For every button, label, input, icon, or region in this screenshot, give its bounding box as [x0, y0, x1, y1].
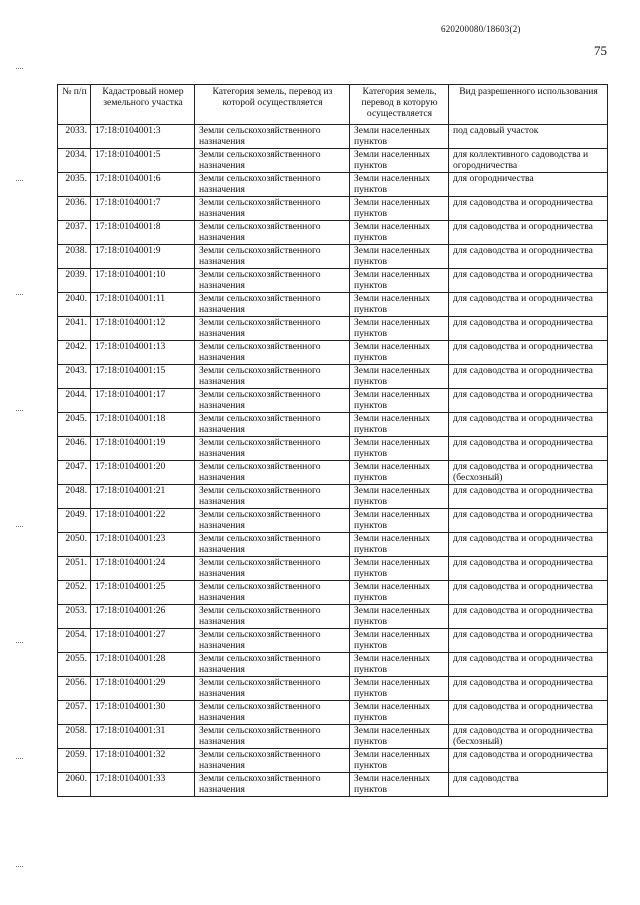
permitted-use-cell: для садоводства и огородничества — [449, 341, 608, 365]
table-row — [58, 221, 608, 245]
category-to-cell: Земли населенных пунктов — [350, 413, 449, 437]
category-to-cell: Земли населенных пунктов — [350, 605, 449, 629]
header-cadastral-number: Кадастровый номер земельного участка — [91, 85, 195, 125]
permitted-use-cell: для огородничества — [449, 173, 608, 197]
header-category-from: Категория земель, перевод из которой осуществляется — [195, 85, 350, 125]
cadastral-number-cell: 17:18:0104001:25 — [91, 581, 195, 605]
category-to-cell: Земли населенных пунктов — [350, 461, 449, 485]
category-from-cell: Земли сельскохозяйственного назначения — [195, 173, 350, 197]
table-row — [58, 389, 608, 413]
table-row — [58, 413, 608, 437]
category-from-cell: Земли сельскохозяйственного назначения — [195, 365, 350, 389]
permitted-use-cell: для садоводства и огородничества — [449, 485, 608, 509]
permitted-use-cell: для садоводства и огородничества — [449, 677, 608, 701]
permitted-use-cell: для садоводства — [449, 773, 608, 797]
permitted-use-cell: для садоводства и огородничества — [449, 509, 608, 533]
category-from-cell: Земли сельскохозяйственного назначения — [195, 293, 350, 317]
permitted-use-cell: для садоводства и огородничества — [449, 749, 608, 773]
category-from-cell: Земли сельскохозяйственного назначения — [195, 749, 350, 773]
cadastral-number-cell: 17:18:0104001:21 — [91, 485, 195, 509]
document-id: 620200080/18603(2) — [441, 24, 521, 34]
category-to-cell: Земли населенных пунктов — [350, 149, 449, 173]
category-to-cell: Земли населенных пунктов — [350, 365, 449, 389]
category-to-cell: Земли населенных пунктов — [350, 485, 449, 509]
cadastral-number-cell: 17:18:0104001:18 — [91, 413, 195, 437]
cadastral-number-cell: 17:18:0104001:24 — [91, 557, 195, 581]
binding-margin-marks — [16, 0, 24, 905]
cadastral-number-cell: 17:18:0104001:9 — [91, 245, 195, 269]
table-row — [58, 629, 608, 653]
cadastral-number-cell: 17:18:0104001:3 — [91, 125, 195, 149]
margin-mark — [16, 294, 23, 296]
cadastral-number-cell: 17:18:0104001:31 — [91, 725, 195, 749]
margin-mark — [16, 526, 23, 528]
row-number-cell: 2037. — [58, 221, 91, 245]
permitted-use-cell: для садоводства и огородничества — [449, 557, 608, 581]
permitted-use-cell: для садоводства и огородничества — [449, 365, 608, 389]
permitted-use-cell: для садоводства и огородничества — [449, 533, 608, 557]
table-row — [58, 293, 608, 317]
permitted-use-cell: для садоводства и огородничества — [449, 581, 608, 605]
cadastral-number-cell: 17:18:0104001:20 — [91, 461, 195, 485]
cadastral-number-cell: 17:18:0104001:12 — [91, 317, 195, 341]
category-to-cell: Земли населенных пунктов — [350, 725, 449, 749]
category-to-cell: Земли населенных пунктов — [350, 293, 449, 317]
table-row — [58, 749, 608, 773]
table-row — [58, 437, 608, 461]
category-to-cell: Земли населенных пунктов — [350, 197, 449, 221]
table-row — [58, 197, 608, 221]
cadastral-number-cell: 17:18:0104001:29 — [91, 677, 195, 701]
permitted-use-cell: под садовый участок — [449, 125, 608, 149]
category-from-cell: Земли сельскохозяйственного назначения — [195, 413, 350, 437]
category-to-cell: Земли населенных пунктов — [350, 437, 449, 461]
category-from-cell: Земли сельскохозяйственного назначения — [195, 629, 350, 653]
row-number-cell: 2052. — [58, 581, 91, 605]
row-number-cell: 2044. — [58, 389, 91, 413]
category-from-cell: Земли сельскохозяйственного назначения — [195, 773, 350, 797]
cadastral-number-cell: 17:18:0104001:33 — [91, 773, 195, 797]
permitted-use-cell: для садоводства и огородничества (бесхозный) — [449, 725, 608, 749]
table-row — [58, 341, 608, 365]
table-row — [58, 581, 608, 605]
cadastral-number-cell: 17:18:0104001:11 — [91, 293, 195, 317]
page-number: 75 — [594, 43, 607, 58]
cadastral-number-cell: 17:18:0104001:22 — [91, 509, 195, 533]
row-number-cell: 2046. — [58, 437, 91, 461]
table-row — [58, 533, 608, 557]
category-from-cell: Земли сельскохозяйственного назначения — [195, 509, 350, 533]
margin-mark — [16, 866, 23, 868]
row-number-cell: 2055. — [58, 653, 91, 677]
category-from-cell: Земли сельскохозяйственного назначения — [195, 485, 350, 509]
permitted-use-cell: для садоводства и огородничества (бесхозный) — [449, 461, 608, 485]
category-from-cell: Земли сельскохозяйственного назначения — [195, 557, 350, 581]
table-row — [58, 269, 608, 293]
margin-mark — [16, 642, 23, 644]
table-row — [58, 125, 608, 149]
row-number-cell: 2057. — [58, 701, 91, 725]
header-category-to: Категория земель, перевод в которую осуществляется — [350, 85, 449, 125]
row-number-cell: 2050. — [58, 533, 91, 557]
category-to-cell: Земли населенных пунктов — [350, 269, 449, 293]
table-row — [58, 461, 608, 485]
category-from-cell: Земли сельскохозяйственного назначения — [195, 341, 350, 365]
category-from-cell: Земли сельскохозяйственного назначения — [195, 125, 350, 149]
cadastral-number-cell: 17:18:0104001:15 — [91, 365, 195, 389]
permitted-use-cell: для коллективного садоводства и огородничества — [449, 149, 608, 173]
category-to-cell: Земли населенных пунктов — [350, 125, 449, 149]
row-number-cell: 2051. — [58, 557, 91, 581]
row-number-cell: 2059. — [58, 749, 91, 773]
table-body — [58, 125, 608, 797]
category-from-cell: Земли сельскохозяйственного назначения — [195, 533, 350, 557]
permitted-use-cell: для садоводства и огородничества — [449, 269, 608, 293]
row-number-cell: 2049. — [58, 509, 91, 533]
category-from-cell: Земли сельскохозяйственного назначения — [195, 437, 350, 461]
row-number-cell: 2042. — [58, 341, 91, 365]
table-row — [58, 773, 608, 797]
cadastral-number-cell: 17:18:0104001:6 — [91, 173, 195, 197]
category-to-cell: Земли населенных пунктов — [350, 653, 449, 677]
category-to-cell: Земли населенных пунктов — [350, 557, 449, 581]
permitted-use-cell: для садоводства и огородничества — [449, 413, 608, 437]
permitted-use-cell: для садоводства и огородничества — [449, 629, 608, 653]
category-from-cell: Земли сельскохозяйственного назначения — [195, 221, 350, 245]
row-number-cell: 2048. — [58, 485, 91, 509]
row-number-cell: 2053. — [58, 605, 91, 629]
permitted-use-cell: для садоводства и огородничества — [449, 293, 608, 317]
table-header-row — [58, 85, 608, 125]
permitted-use-cell: для садоводства и огородничества — [449, 317, 608, 341]
row-number-cell: 2033. — [58, 125, 91, 149]
category-from-cell: Земли сельскохозяйственного назначения — [195, 389, 350, 413]
permitted-use-cell: для садоводства и огородничества — [449, 389, 608, 413]
header-row-number: № п/п — [58, 85, 91, 125]
category-to-cell: Земли населенных пунктов — [350, 533, 449, 557]
category-from-cell: Земли сельскохозяйственного назначения — [195, 149, 350, 173]
table-row — [58, 149, 608, 173]
cadastral-number-cell: 17:18:0104001:23 — [91, 533, 195, 557]
cadastral-number-cell: 17:18:0104001:19 — [91, 437, 195, 461]
table-row — [58, 245, 608, 269]
row-number-cell: 2045. — [58, 413, 91, 437]
cadastral-number-cell: 17:18:0104001:8 — [91, 221, 195, 245]
category-from-cell: Земли сельскохозяйственного назначения — [195, 725, 350, 749]
category-from-cell: Земли сельскохозяйственного назначения — [195, 461, 350, 485]
row-number-cell: 2038. — [58, 245, 91, 269]
row-number-cell: 2035. — [58, 173, 91, 197]
category-from-cell: Земли сельскохозяйственного назначения — [195, 605, 350, 629]
category-from-cell: Земли сельскохозяйственного назначения — [195, 317, 350, 341]
row-number-cell: 2036. — [58, 197, 91, 221]
category-to-cell: Земли населенных пунктов — [350, 677, 449, 701]
category-from-cell: Земли сельскохозяйственного назначения — [195, 653, 350, 677]
category-to-cell: Земли населенных пунктов — [350, 389, 449, 413]
row-number-cell: 2034. — [58, 149, 91, 173]
category-from-cell: Земли сельскохозяйственного назначения — [195, 701, 350, 725]
category-from-cell: Земли сельскохозяйственного назначения — [195, 581, 350, 605]
category-from-cell: Земли сельскохозяйственного назначения — [195, 197, 350, 221]
category-to-cell: Земли населенных пунктов — [350, 173, 449, 197]
table-row — [58, 509, 608, 533]
row-number-cell: 2043. — [58, 365, 91, 389]
cadastral-number-cell: 17:18:0104001:5 — [91, 149, 195, 173]
category-from-cell: Земли сельскохозяйственного назначения — [195, 245, 350, 269]
table-row — [58, 653, 608, 677]
permitted-use-cell: для садоводства и огородничества — [449, 653, 608, 677]
permitted-use-cell: для садоводства и огородничества — [449, 605, 608, 629]
table-row — [58, 557, 608, 581]
cadastral-number-cell: 17:18:0104001:17 — [91, 389, 195, 413]
header-permitted-use: Вид разрешенного использования — [449, 85, 608, 125]
category-to-cell: Земли населенных пунктов — [350, 749, 449, 773]
category-to-cell: Земли населенных пунктов — [350, 701, 449, 725]
category-to-cell: Земли населенных пунктов — [350, 245, 449, 269]
cadastral-number-cell: 17:18:0104001:7 — [91, 197, 195, 221]
cadastral-number-cell: 17:18:0104001:13 — [91, 341, 195, 365]
category-to-cell: Земли населенных пунктов — [350, 629, 449, 653]
category-to-cell: Земли населенных пунктов — [350, 341, 449, 365]
margin-mark — [16, 180, 23, 182]
margin-mark — [16, 68, 23, 70]
table-row — [58, 365, 608, 389]
cadastral-number-cell: 17:18:0104001:32 — [91, 749, 195, 773]
category-from-cell: Земли сельскохозяйственного назначения — [195, 677, 350, 701]
row-number-cell: 2054. — [58, 629, 91, 653]
land-plots-table — [57, 84, 608, 797]
row-number-cell: 2058. — [58, 725, 91, 749]
row-number-cell: 2039. — [58, 269, 91, 293]
margin-mark — [16, 758, 23, 760]
row-number-cell: 2056. — [58, 677, 91, 701]
table-row — [58, 701, 608, 725]
permitted-use-cell: для садоводства и огородничества — [449, 701, 608, 725]
category-to-cell: Земли населенных пунктов — [350, 581, 449, 605]
row-number-cell: 2047. — [58, 461, 91, 485]
category-to-cell: Земли населенных пунктов — [350, 509, 449, 533]
cadastral-number-cell: 17:18:0104001:30 — [91, 701, 195, 725]
permitted-use-cell: для садоводства и огородничества — [449, 197, 608, 221]
row-number-cell: 2060. — [58, 773, 91, 797]
permitted-use-cell: для садоводства и огородничества — [449, 437, 608, 461]
margin-mark — [16, 410, 23, 412]
table-row — [58, 317, 608, 341]
permitted-use-cell: для садоводства и огородничества — [449, 245, 608, 269]
category-to-cell: Земли населенных пунктов — [350, 317, 449, 341]
cadastral-number-cell: 17:18:0104001:28 — [91, 653, 195, 677]
table-row — [58, 605, 608, 629]
cadastral-number-cell: 17:18:0104001:26 — [91, 605, 195, 629]
permitted-use-cell: для садоводства и огородничества — [449, 221, 608, 245]
cadastral-number-cell: 17:18:0104001:10 — [91, 269, 195, 293]
row-number-cell: 2041. — [58, 317, 91, 341]
cadastral-number-cell: 17:18:0104001:27 — [91, 629, 195, 653]
category-to-cell: Земли населенных пунктов — [350, 773, 449, 797]
table-row — [58, 677, 608, 701]
row-number-cell: 2040. — [58, 293, 91, 317]
category-to-cell: Земли населенных пунктов — [350, 221, 449, 245]
table-row — [58, 725, 608, 749]
table-row — [58, 173, 608, 197]
table-row — [58, 485, 608, 509]
category-from-cell: Земли сельскохозяйственного назначения — [195, 269, 350, 293]
